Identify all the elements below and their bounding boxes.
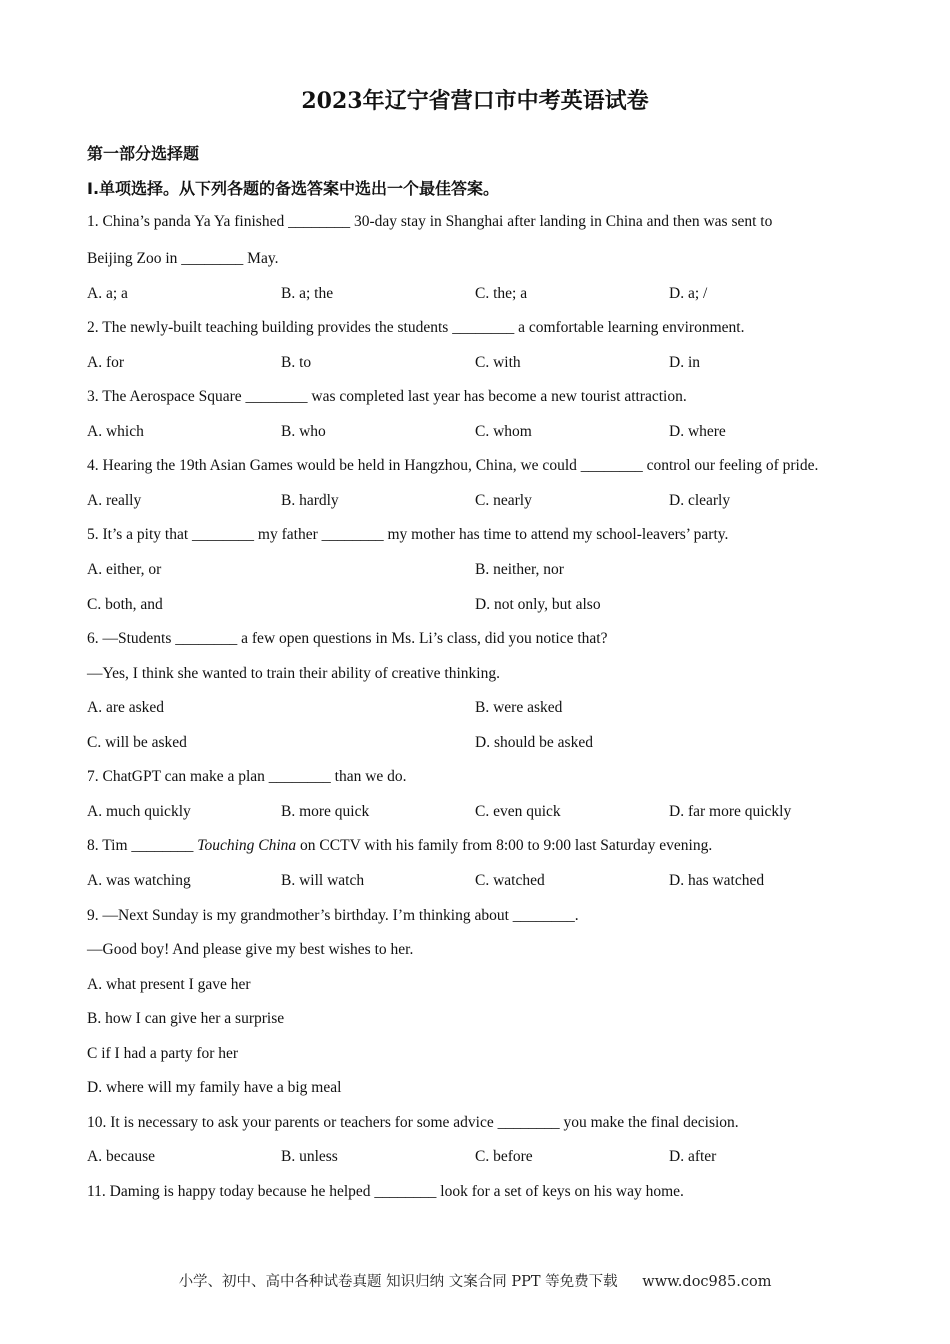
- q10-option-d: D. after: [669, 1148, 717, 1165]
- question-1-text-cont: Beijing Zoo in ________ May.: [87, 250, 279, 267]
- question-3-text: 3. The Aerospace Square ________ was completed last year has become a new tourist attraction.: [87, 388, 687, 405]
- q9-option-b: B. how I can give her a surprise: [87, 1010, 285, 1027]
- question-8-text: [87, 837, 712, 855]
- q7-option-d: D. far more quickly: [669, 803, 792, 820]
- q8-option-c: C. watched: [475, 872, 545, 889]
- question-5-text: 5. It’s a pity that ________ my father ________ my mother has time to attend my school-leavers’ party.: [87, 526, 729, 543]
- q1-option-d: D. a; /: [669, 285, 708, 302]
- q2-option-d: D. in: [669, 354, 700, 371]
- q8-program-title: Touching China: [197, 837, 297, 854]
- question-6-reply: —Yes, I think she wanted to train their ability of creative thinking.: [87, 665, 500, 682]
- q7-option-c: C. even quick: [475, 803, 561, 820]
- q8-option-d: D. has watched: [669, 872, 765, 889]
- question-9-reply: —Good boy! And please give my best wishes to her.: [87, 941, 414, 958]
- question-6-text: 6. —Students ________ a few open questions in Ms. Li’s class, did you notice that?: [87, 630, 608, 647]
- footer-text: 小学、初中、高中各种试卷真题 知识归纳 文案合同 PPT 等免费下载: [178, 1274, 618, 1290]
- q10-option-a: A. because: [87, 1148, 155, 1165]
- page-footer: [0, 1270, 950, 1291]
- q4-option-d: D. clearly: [669, 492, 731, 509]
- q10-option-c: C. before: [475, 1148, 533, 1165]
- page-title: 2023年辽宁省营口市中考英语试卷: [301, 88, 649, 114]
- q4-option-a: A. really: [87, 492, 142, 509]
- question-1-text: 1. China’s panda Ya Ya finished ________ 30-day stay in Shanghai after landing in China and then was sent to: [87, 213, 773, 230]
- q9-option-a: A. what present I gave her: [87, 976, 251, 993]
- q7-option-b: B. more quick: [281, 803, 370, 820]
- question-10-text: 10. It is necessary to ask your parents or teachers for some advice ________ you make the final decision.: [87, 1114, 739, 1131]
- q5-option-a: A. either, or: [87, 561, 162, 578]
- q2-option-a: A. for: [87, 354, 125, 371]
- q1-option-a: A. a; a: [87, 285, 128, 302]
- question-7-text: 7. ChatGPT can make a plan ________ than we do.: [87, 768, 407, 785]
- q1-option-b: B. a; the: [281, 285, 334, 302]
- q8-text-end: on CCTV with his family from 8:00 to 9:00 last Saturday evening.: [296, 837, 713, 854]
- q2-option-c: C. with: [475, 354, 521, 371]
- q3-option-a: A. which: [87, 423, 144, 440]
- q4-option-b: B. hardly: [281, 492, 339, 509]
- q3-option-b: B. who: [281, 423, 326, 440]
- q3-option-c: C. whom: [475, 423, 532, 440]
- q9-option-d: D. where will my family have a big meal: [87, 1079, 342, 1096]
- q5-option-b: B. neither, nor: [475, 561, 564, 578]
- footer-link[interactable]: www.doc985.com: [642, 1274, 772, 1290]
- q5-option-d: D. not only, but also: [475, 596, 601, 613]
- question-2-text: 2. The newly-built teaching building provides the students ________ a comfortable learning environment.: [87, 319, 745, 336]
- question-9-text: 9. —Next Sunday is my grandmother’s birthday. I’m thinking about ________.: [87, 907, 579, 924]
- question-11-text: 11. Daming is happy today because he helped ________ look for a set of keys on his way home.: [87, 1183, 684, 1200]
- q3-option-d: D. where: [669, 423, 726, 440]
- q7-option-a: A. much quickly: [87, 803, 191, 820]
- q6-option-d: D. should be asked: [475, 734, 593, 751]
- q8-option-b: B. will watch: [281, 872, 365, 889]
- q6-option-a: A. are asked: [87, 699, 165, 716]
- q8-text-start: 8. Tim ________: [87, 837, 198, 854]
- q2-option-b: B. to: [281, 354, 312, 371]
- q6-option-c: C. will be asked: [87, 734, 187, 751]
- section-heading: Ⅰ.单项选择。从下列各题的备选答案中选出一个最佳答案。: [87, 179, 500, 198]
- q9-option-c: C if I had a party for her: [87, 1045, 239, 1062]
- q4-option-c: C. nearly: [475, 492, 532, 509]
- part-heading: 第一部分选择题: [87, 144, 200, 163]
- q8-option-a: A. was watching: [87, 872, 191, 889]
- q1-option-c: C. the; a: [475, 285, 528, 302]
- q6-option-b: B. were asked: [475, 699, 563, 716]
- question-4-text: 4. Hearing the 19th Asian Games would be held in Hangzhou, China, we could ________ control our feeling of pride.: [87, 457, 819, 474]
- q5-option-c: C. both, and: [87, 596, 163, 613]
- q10-option-b: B. unless: [281, 1148, 338, 1165]
